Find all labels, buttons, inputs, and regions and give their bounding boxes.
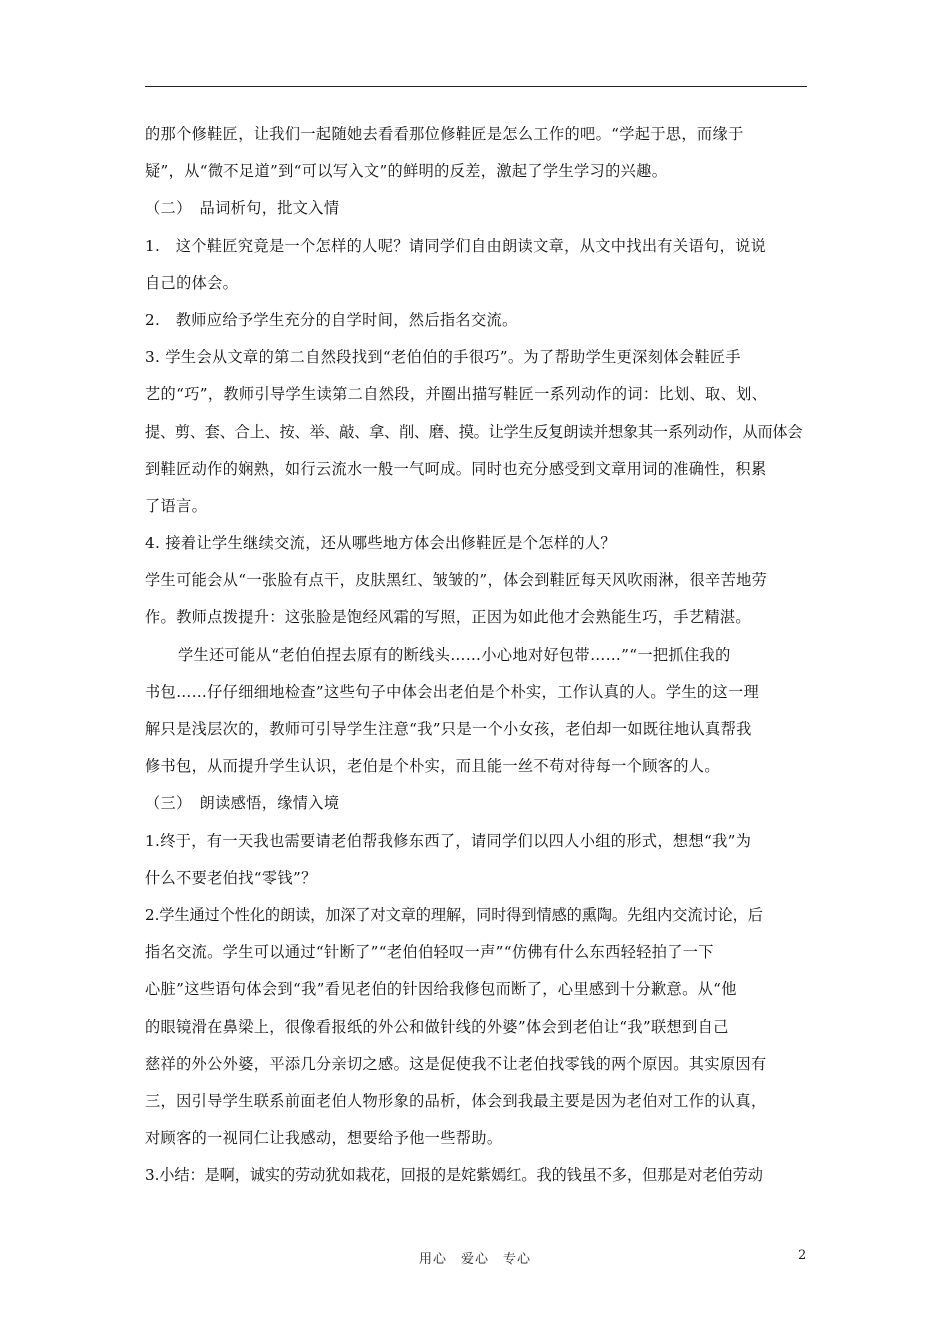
header-rule: [145, 86, 807, 87]
body-line: 4. 接着让学生继续交流，还从哪些地方体会出修鞋匠是个怎样的人？: [145, 534, 616, 553]
body-line: 三，因引导学生联系前面老伯人物形象的品析，体会到我最主要是因为老伯对工作的认真，: [145, 1091, 767, 1110]
body-line: 3. 学生会从文章的第二自然段找到“老伯伯的手很巧”。为了帮助学生更深刻体会鞋匠手: [145, 348, 741, 367]
body-line: 学生可能会从“一张脸有点干，皮肤黑红、皱皱的”，体会到鞋匠每天风吹雨淋，很辛苦地劳: [145, 571, 768, 590]
section-heading: （三） 朗读感悟，缘情入境: [145, 794, 340, 813]
body-line: 2.学生通过个性化的朗读，加深了对文章的理解，同时得到情感的熏陶。先组内交流讨论，后: [145, 905, 763, 924]
body-line: 自己的体会。: [145, 273, 239, 292]
body-line: 1. 这个鞋匠究竟是一个怎样的人呢？请同学们自由朗读文章，从文中找出有关语句，说说: [145, 236, 767, 255]
body-line: 到鞋匠动作的娴熟，如行云流水一般一气呵成。同时也充分感受到文章用词的准确性，积累: [145, 459, 767, 478]
body-line: 解只是浅层次的，教师可引导学生注意“我”只是一个小女孩，老伯却一如既往地认真帮我: [145, 720, 752, 738]
section-heading: （二） 品词析句，批文入情: [145, 199, 340, 218]
body-line: 书包……仔仔细细地检查”这些句子中体会出老伯是个朴实，工作认真的人。学生的这一理: [145, 682, 760, 701]
body-line: 3.小结：是啊，诚实的劳动犹如栽花，回报的是姹紫嫣红。我的钱虽不多，但那是对老伯劳动: [145, 1166, 763, 1185]
body-line: 什么不要老伯找“零钱”？: [145, 868, 317, 887]
body-line: 疑”，从“微不足道”到“可以写入文”的鲜明的反差，激起了学生学习的兴趣。: [145, 162, 668, 181]
body-line: 指名交流。学生可以通过“针断了”“老伯伯轻叹一声”“仿佛有什么东西轻轻拍了一下: [145, 943, 714, 962]
body-line: 作。教师点拨提升：这张脸是饱经风霜的写照，正因为如此他才会熟能生巧，手艺精湛。: [145, 608, 751, 627]
footer-motto: 用心 爱心 专心: [418, 1252, 531, 1267]
body-line: 的眼镜滑在鼻梁上，很像看报纸的外公和做针线的外婆”体会到老伯让“我”联想到自己: [145, 1017, 729, 1036]
body-line: 艺的“巧”，教师引导学生读第二自然段，并圈出描写鞋匠一系列动作的词：比划、取、划、: [145, 385, 768, 404]
body-line: 学生还可能从“老伯伯捏去原有的断线头……小心地对好包带……”“一把抓住我的: [178, 645, 731, 664]
body-line: 对顾客的一视同仁让我感动，想要给予他一些帮助。: [145, 1129, 503, 1148]
body-line: 心脏”这些语句体会到“我”看见老伯的针因给我修包而断了，心里感到十分歉意。从“他: [145, 980, 737, 999]
body-line: 了语言。: [145, 496, 208, 515]
body-line: 提、剪、套、合上、按、举、敲、拿、削、磨、摸。让学生反复朗读并想象其一系列动作，从而体会: [145, 422, 803, 441]
body-line: 2. 教师应给予学生充分的自学时间，然后指名交流。: [145, 310, 518, 329]
body-line: 1.终于，有一天我也需要请老伯帮我修东西了，请同学们以四人小组的形式，想想“我”为: [145, 831, 752, 850]
document-body: [145, 116, 807, 1194]
body-line: 修书包，从而提升学生认识，老伯是个朴实，而且能一丝不苟对待每一个顾客的人。: [145, 757, 720, 776]
body-line: 的那个修鞋匠，让我们一起随她去看看那位修鞋匠是怎么工作的吧。“学起于思，而缘于: [145, 125, 744, 143]
page-number: 2: [798, 1248, 807, 1263]
body-line: 慈祥的外公外婆，平添几分亲切之感。这是促使我不让老伯找零钱的两个原因。其实原因有: [145, 1054, 767, 1073]
